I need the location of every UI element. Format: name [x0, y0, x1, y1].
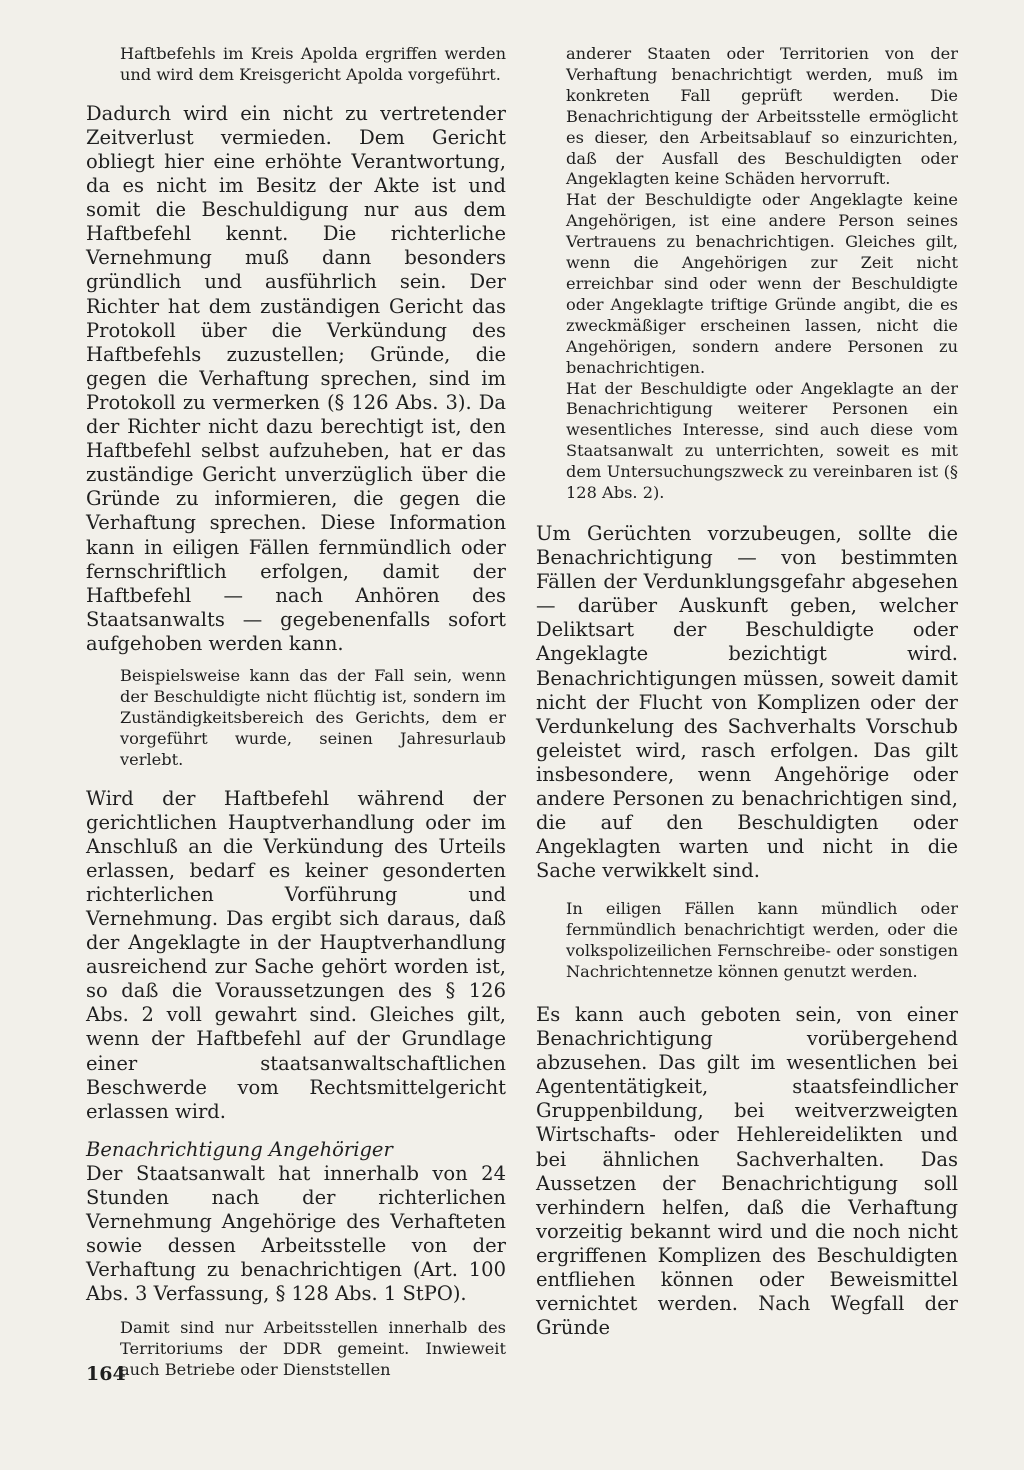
left-example-note: Beispielsweise kann das der Fall sein, wenn der Beschuldigte nicht flüchtig ist, sondern im Zuständigkeitsbereich des Gerichts, dem er vorgeführt wurde, seinen Jahresurlaub verlebt.	[120, 665, 506, 769]
right-paragraph-4: Um Gerüchten vorzubeugen, sollte die Benachrichtigung — von bestimmten Fällen der Verdunklungsgefahr abgesehen — darüber Auskunft geben, welcher Deliktsart der Beschuldigte oder Angeklagte bezichtigt wird. Benachrichtigungen müssen, soweit damit nicht der Flucht von Komplizen oder der Verdunkelung des Sachverhalts Vorschub geleistet wird, rasch erfolgen. Das gilt insbesondere, wenn Angehörige oder andere Personen zu benachrichtigen sind, die auf den Beschuldigten oder Angeklagten warten und nicht in die Sache verwikkelt sind.	[536, 521, 958, 883]
left-column	[86, 44, 506, 1381]
page-number: 164	[86, 1363, 126, 1385]
left-paragraph-1: Haftbefehls im Kreis Apolda ergriffen werden und wird dem Kreisgericht Apolda vorgeführt.	[120, 44, 506, 84]
left-paragraph-4: Wird der Haftbefehl während der gerichtlichen Hauptverhandlung oder im Anschluß an die Verkündung des Urteils erlassen, bedarf es keiner gesonderten richterlichen Vorführung und Vernehmung. Das ergibt sich daraus, daß der Angeklagte in der Hauptverhandlung ausreichend zur Sache gehört worden ist, so daß die Voraussetzungen des § 126 Abs. 2 voll gewahrt sind. Gleiches gilt, wenn der Haftbefehl auf der Grundlage einer staatsanwaltschaftlichen Beschwerde vom Rechtsmittelgericht erlassen wird.	[86, 786, 506, 1123]
left-note-territory: Damit sind nur Arbeitsstellen innerhalb des Territoriums der DDR gemeint. Inwieweit auch Betriebe oder Dienststellen	[120, 1318, 506, 1380]
left-paragraph-2: Dadurch wird ein nicht zu vertretender Zeitverlust vermieden. Dem Gericht obliegt hier eine erhöhte Verantwortung, da es nicht im Besitz der Akte ist und somit die Beschuldigung nur aus dem Haftbefehl kennt. Die richterliche Vernehmung muß dann besonders gründlich und ausführlich sein. Der Richter hat dem zuständigen Gericht das Protokoll über die Verkündung des Haftbefehls zuzustellen; Gründe, die gegen die Verhaftung sprechen, sind im Protokoll zu vermerken (§ 126 Abs. 3). Da der Richter nicht dazu berechtigt ist, den Haftbefehl selbst aufzuheben, hat er das zuständige Gericht unverzüglich über die Gründe zu informieren, die gegen die Verhaftung sprechen. Diese Information kann in eiligen Fällen fernmündlich oder fernschriftlich erfolgen, damit der Haftbefehl — nach Anhören des Staatsanwalts — gegebenenfalls sofort aufgehoben werden kann.	[86, 101, 506, 655]
right-paragraph-3: Hat der Beschuldigte oder Angeklagte an der Benachrichtigung weiterer Personen ein wesentliches Interesse, sind auch diese vom Staatsanwalt zu unterrichten, soweit es mit dem Untersuchungszweck zu vereinbaren ist (§ 128 Abs. 2).	[566, 378, 958, 503]
left-paragraph-5: Der Staatsanwalt hat innerhalb von 24 Stunden nach der richterlichen Vernehmung Angehörige des Verhafteten sowie dessen Arbeitsstelle von der Verhaftung zu benachrichtigen (Art. 100 Abs. 3 Verfassung, § 128 Abs. 1 StPO).	[86, 1161, 506, 1306]
right-paragraph-6: Es kann auch geboten sein, von einer Benachrichtigung vorübergehend abzusehen. Das gilt im wesentlichen bei Agententätigkeit, staatsfeindlicher Gruppenbildung, bei weitverzweigten Wirtschafts- oder Hehlereidelikten und bei ähnlichen Sachverhalten. Das Aussetzen der Benachrichtigung soll verhindern helfen, daß die Verhaftung vorzeitig bekannt wird und die noch nicht ergriffenen Komplizen des Beschuldigten entfliehen können oder Beweismittel vernichtet werden. Nach Wegfall der Gründe	[536, 1002, 958, 1340]
right-paragraph-2: Hat der Beschuldigte oder Angeklagte keine Angehörigen, ist eine andere Person seines Vertrauens zu benachrichtigen. Gleiches gilt, wenn die Angehörigen zur Zeit nicht erreichbar sind oder wenn der Beschuldigte oder Angeklagte triftige Gründe angibt, die es zweckmäßiger erscheinen lassen, nicht die Angehörigen, sondern andere Personen zu benachrichtigen.	[566, 190, 958, 377]
right-column	[536, 44, 958, 1340]
right-note-urgent: In eiligen Fällen kann mündlich oder fernmündlich benachrichtigt werden, oder die volkspolizeilichen Fernschreibe- oder sonstigen Nachrichtennetze können genutzt werden.	[566, 899, 958, 982]
section-heading: Benachrichtigung Angehöriger	[86, 1137, 393, 1161]
right-paragraph-1: anderer Staaten oder Territorien von der Verhaftung benachrichtigt werden, muß im konkreten Fall geprüft werden. Die Benachrichtigung der Arbeitsstelle ermöglicht es dieser, den Arbeitsablauf so einzurichten, daß der Ausfall des Beschuldigten oder Angeklagten keine Schäden hervorruft.	[566, 44, 958, 189]
